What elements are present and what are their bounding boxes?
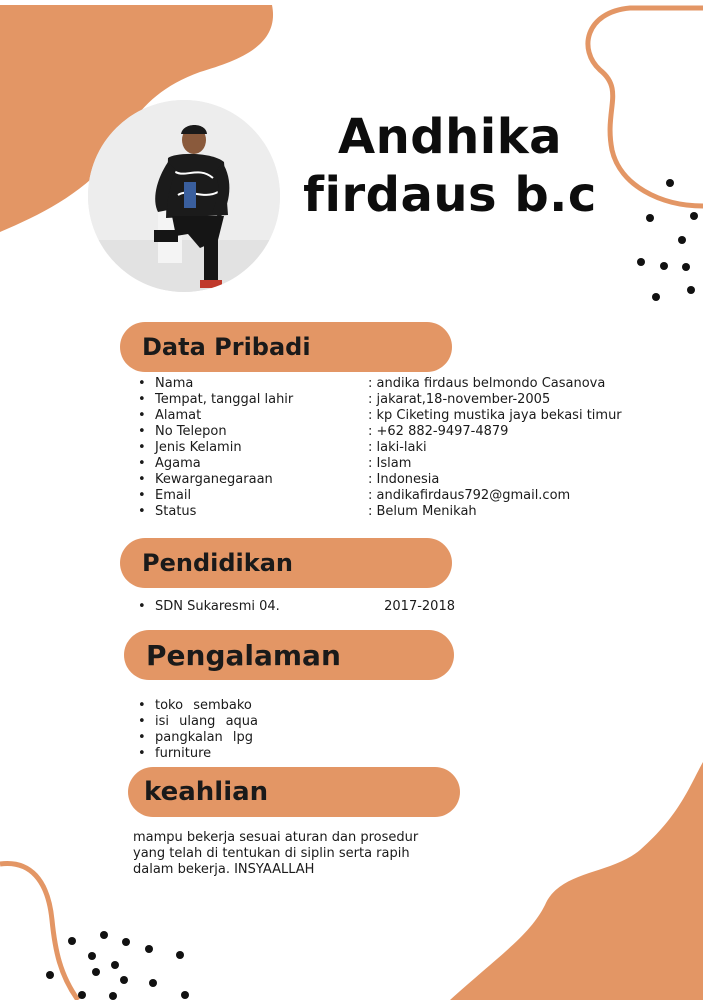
list-item: • isi ulang aqua	[135, 714, 258, 730]
value-item: : kp Ciketing mustika jaya bekasi timur	[368, 408, 622, 423]
school-name: • SDN Sukaresmi 04.	[155, 599, 280, 614]
top-right-dots	[637, 179, 698, 301]
bottom-left-squiggle	[0, 863, 78, 1000]
value-item: : Islam	[368, 456, 412, 471]
experience-list	[135, 698, 258, 762]
section-header-pendidikan	[120, 538, 452, 588]
value-item: : Belum Menikah	[368, 504, 477, 519]
list-item: • Nama	[135, 376, 293, 392]
list-item: • Jenis Kelamin	[135, 440, 293, 456]
section-title: Pengalaman	[146, 638, 341, 672]
person-portrait-icon	[88, 100, 280, 292]
education-list	[135, 599, 455, 615]
personal-data-labels	[135, 376, 293, 520]
list-item: • Kewarganegaraan	[135, 472, 293, 488]
section-header-pengalaman	[124, 630, 454, 680]
section-title: Pendidikan	[142, 549, 294, 577]
list-item: • furniture	[135, 746, 258, 762]
top-right-squiggle	[588, 8, 703, 206]
list-item: • pangkalan lpg	[135, 730, 258, 746]
value-item: : Indonesia	[368, 472, 440, 487]
list-item: • Status	[135, 504, 293, 520]
value-item: : +62 882-9497-4879	[368, 424, 509, 439]
list-item: • No Telepon	[135, 424, 293, 440]
list-item: • Tempat, tanggal lahir	[135, 392, 293, 408]
value-item: : andika firdaus belmondo Casanova	[368, 376, 606, 391]
list-item: • toko sembako	[135, 698, 258, 714]
bottom-right-blob	[450, 762, 703, 1000]
section-header-keahlian	[128, 767, 460, 817]
section-header-data-pribadi	[120, 322, 452, 372]
full-name-heading: Andhika firdaus b.c	[303, 109, 597, 223]
school-years: 2017-2018	[384, 599, 455, 614]
section-title: keahlian	[144, 777, 269, 807]
value-item: : laki-laki	[368, 440, 427, 455]
section-title: Data Pribadi	[142, 333, 311, 361]
value-item: : jakarat,18-november-2005	[368, 392, 551, 407]
skills-paragraph: mampu bekerja sesuai aturan dan prosedur yang telah di tentukan di siplin serta rapih dalam bekerja. INSYAALLAH	[133, 830, 419, 877]
personal-data-values	[368, 376, 622, 520]
list-item: • Agama	[135, 456, 293, 472]
list-item: • Alamat	[135, 408, 293, 424]
email-value: : andikafirdaus792@gmail.com	[368, 488, 571, 503]
profile-photo	[88, 100, 280, 292]
list-item: • Email	[135, 488, 293, 504]
bottom-left-dots	[46, 931, 189, 1000]
list-item	[135, 599, 455, 615]
